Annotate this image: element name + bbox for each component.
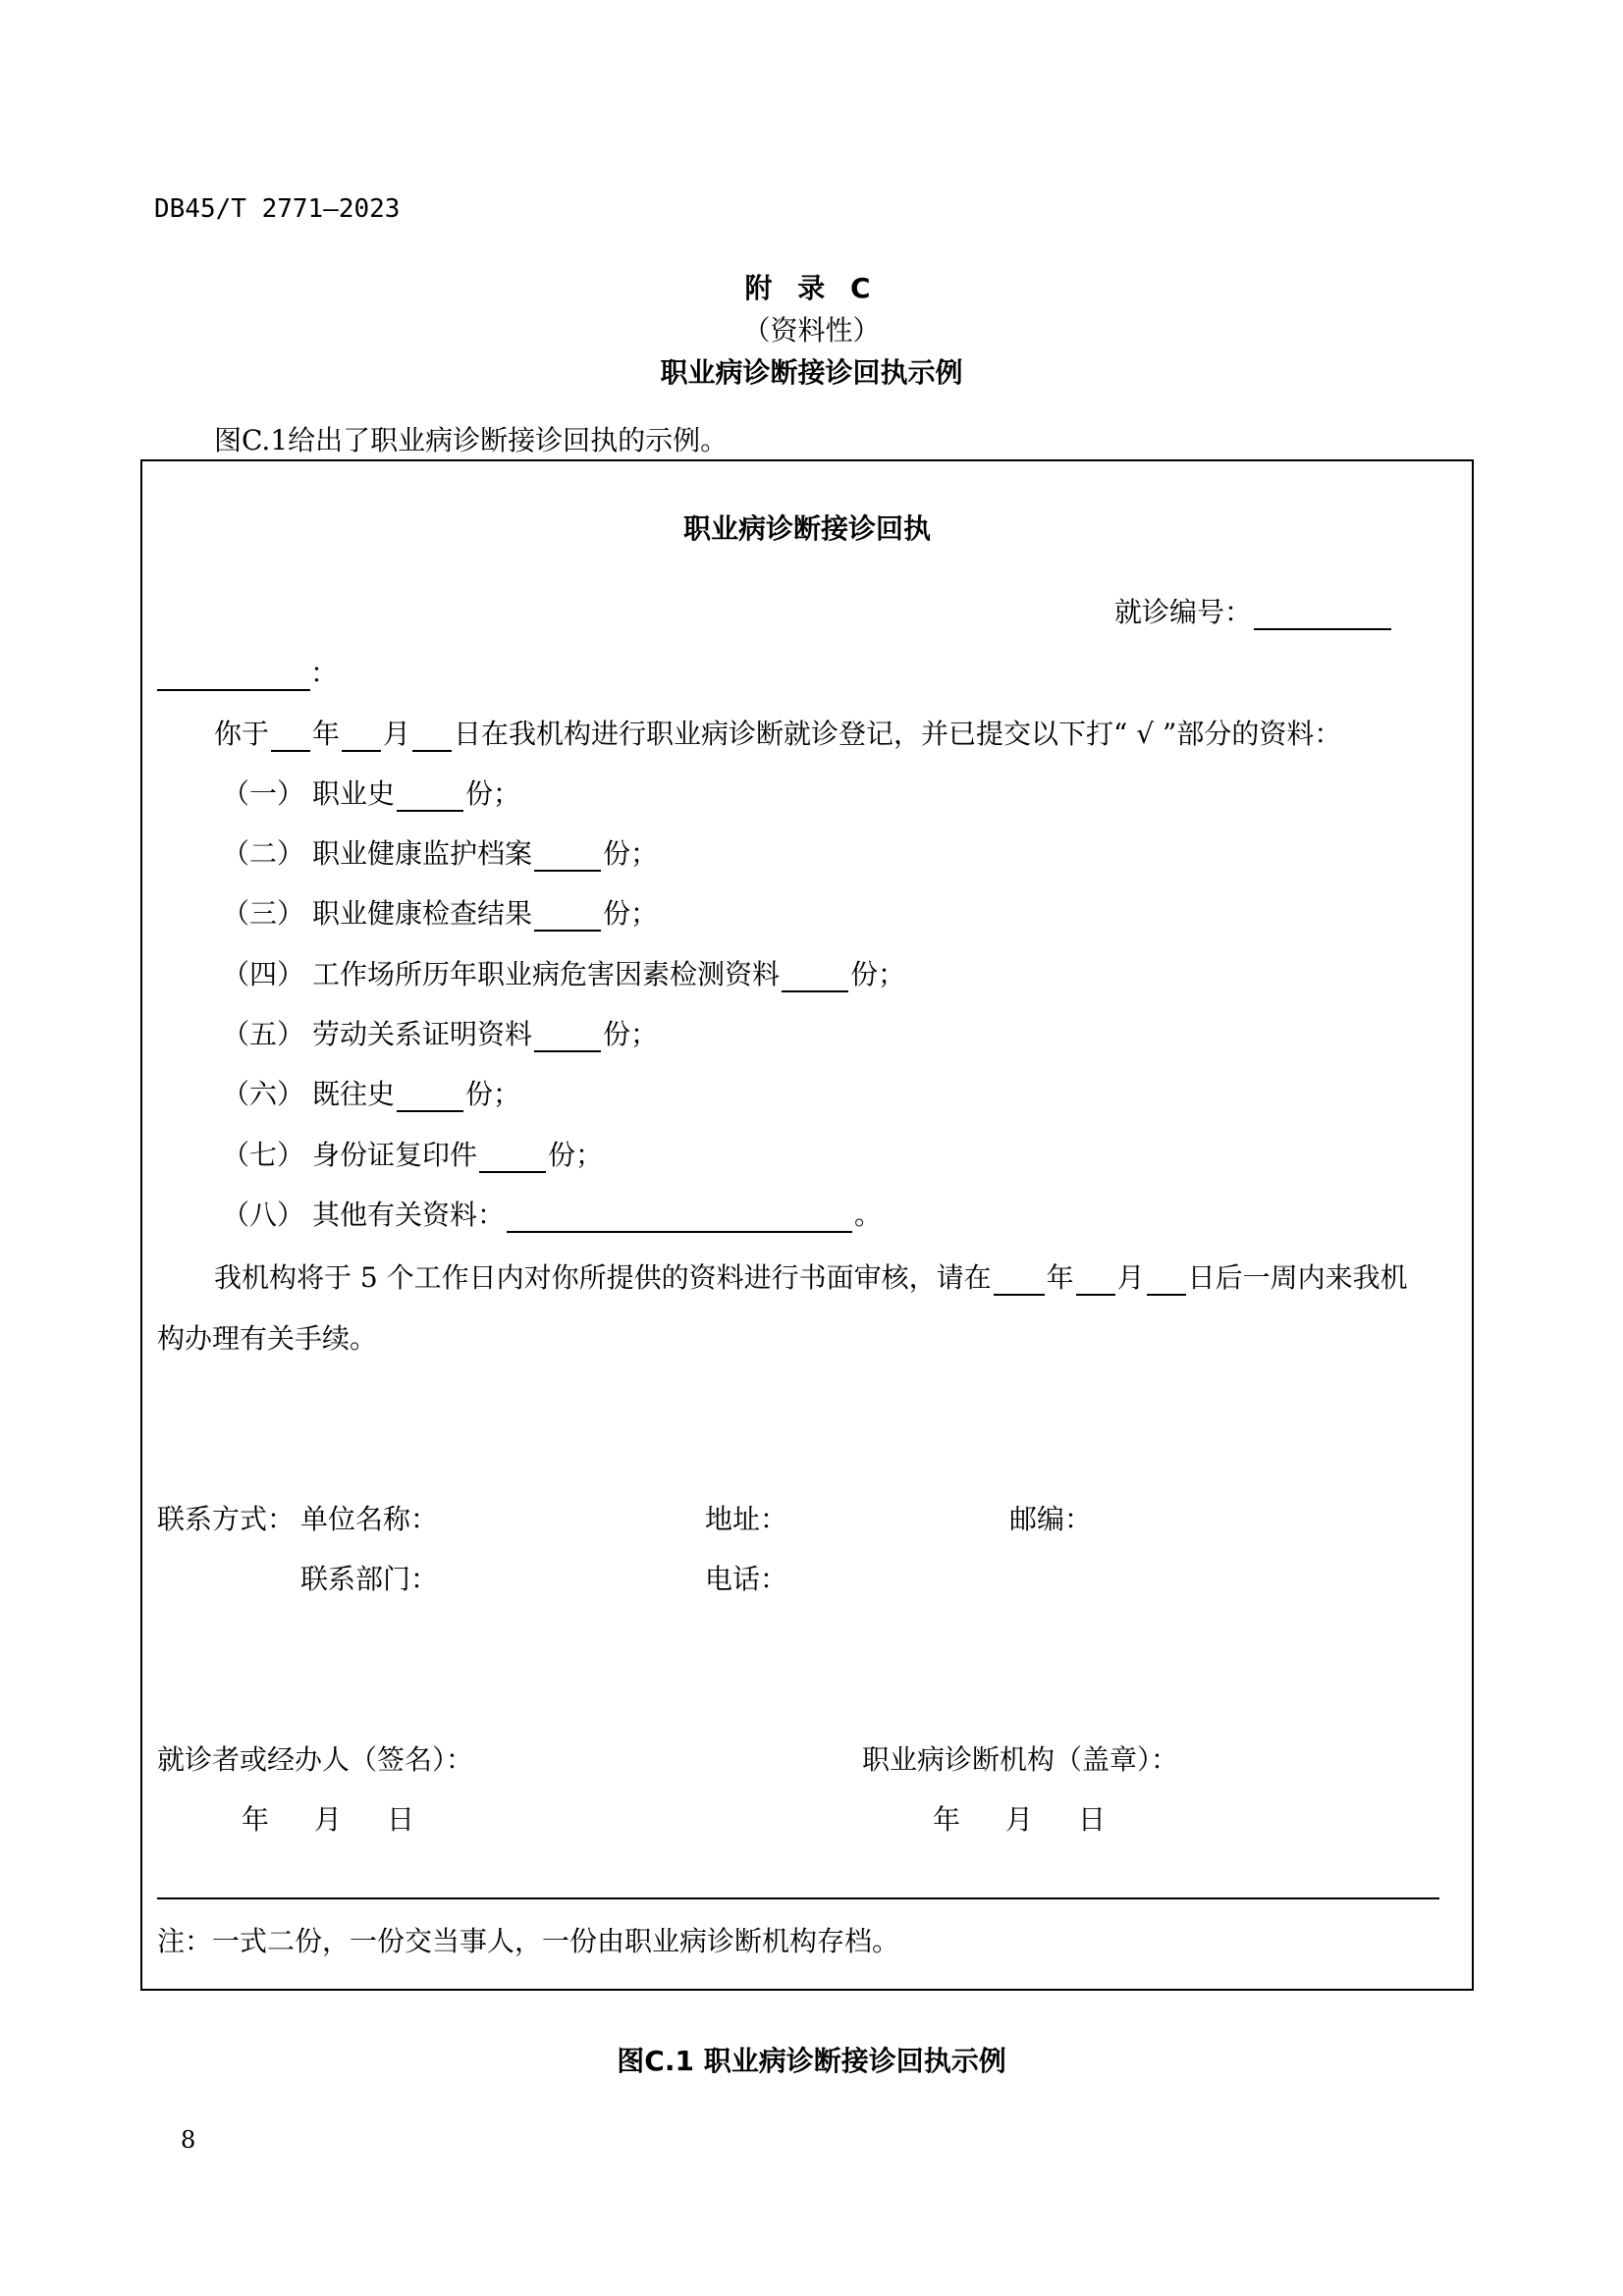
item-number: （五）: [222, 1018, 305, 1050]
para1-prefix: 你于: [214, 718, 270, 750]
item-label: 既往史: [312, 1078, 396, 1110]
addressee-blank[interactable]: [157, 660, 310, 691]
visit-number-label: 就诊编号：: [1114, 596, 1253, 628]
return-day-blank[interactable]: [1147, 1264, 1186, 1296]
item-number: （六）: [222, 1078, 305, 1110]
note-divider: [157, 1897, 1439, 1899]
item-label: 工作场所历年职业病危害因素检测资料: [312, 958, 781, 990]
reg-month-blank[interactable]: [342, 721, 381, 752]
document-code: DB45/T 2771—2023: [154, 194, 401, 224]
appendix-name: 职业病诊断接诊回执示例: [660, 356, 963, 389]
institution-date-day: 日: [1078, 1803, 1107, 1836]
page-number: 8: [181, 2126, 196, 2154]
item-number: （二）: [222, 837, 305, 870]
form-note: 注：一式二份，一份交当事人，一份由职业病诊断机构存档。: [157, 1925, 900, 1957]
list-item: [222, 892, 658, 932]
item-unit: 份；: [465, 1078, 521, 1110]
institution-date: [933, 1798, 1106, 1838]
item-count-blank[interactable]: [534, 840, 601, 872]
reg-day-blank[interactable]: [412, 721, 452, 752]
reg-year-blank[interactable]: [271, 721, 310, 752]
review-paragraph-line2: 构办理有关手续。: [157, 1322, 378, 1355]
patient-date: [242, 1798, 414, 1838]
item-number: （四）: [222, 958, 305, 990]
list-item: [222, 1013, 658, 1052]
list-item: [222, 1134, 603, 1173]
contact-dept: 联系部门：: [300, 1563, 439, 1595]
item-unit: 份；: [465, 777, 521, 810]
patient-signature-label: 就诊者或经办人（签名）：: [157, 1743, 474, 1776]
item-unit: 份；: [603, 1018, 659, 1050]
other-materials-blank[interactable]: [507, 1201, 852, 1233]
item-label: 职业健康监护档案: [312, 837, 533, 870]
contact-address: 地址：: [705, 1503, 788, 1535]
contact-postcode: 邮编：: [1009, 1503, 1093, 1535]
para1-year: 年: [312, 718, 341, 750]
visit-number-blank[interactable]: [1254, 599, 1391, 630]
item-end: 。: [854, 1199, 883, 1231]
registration-paragraph: [214, 713, 1341, 752]
para1-month: 月: [383, 718, 411, 750]
addressee-colon: ：: [310, 657, 339, 689]
item-count-blank[interactable]: [534, 900, 601, 932]
contact-label: 联系方式：: [157, 1503, 296, 1535]
institution-date-month: 月: [1005, 1803, 1034, 1836]
review-paragraph: [214, 1256, 1408, 1296]
item-label: 职业史: [312, 777, 396, 810]
item-unit: 份；: [603, 837, 659, 870]
list-item: [222, 773, 520, 812]
item-unit: 份；: [603, 897, 659, 930]
intro-text: 图C.1给出了职业病诊断接诊回执的示例。: [214, 424, 729, 456]
item-number: （一）: [222, 777, 305, 810]
patient-date-month: 月: [314, 1803, 343, 1836]
contact-phone: 电话：: [705, 1563, 788, 1595]
institution-seal-label: 职业病诊断机构（盖章）：: [862, 1743, 1179, 1776]
patient-date-year: 年: [242, 1803, 270, 1836]
contact-unit-name: 单位名称：: [300, 1503, 439, 1535]
appendix-title: 附 录 C: [744, 272, 879, 304]
para1-suffix: 日在我机构进行职业病诊断就诊登记，并已提交以下打“ √ ”部分的资料：: [454, 718, 1342, 750]
list-item: [222, 953, 905, 992]
item-number: （八）: [222, 1199, 305, 1231]
list-item: [222, 1073, 520, 1112]
return-month-blank[interactable]: [1076, 1264, 1115, 1296]
item-unit: 份；: [548, 1139, 604, 1171]
figure-caption: 图C.1 职业病诊断接诊回执示例: [617, 2045, 1006, 2077]
item-label: 其他有关资料：: [312, 1199, 506, 1231]
item-unit: 份；: [850, 958, 906, 990]
visit-number-row: [1114, 591, 1393, 630]
item-label: 职业健康检查结果: [312, 897, 533, 930]
return-year-blank[interactable]: [994, 1264, 1045, 1296]
item-count-blank[interactable]: [479, 1142, 546, 1173]
addressee-row: [157, 652, 338, 691]
patient-date-day: 日: [387, 1803, 415, 1836]
appendix-type: （资料性）: [742, 314, 881, 347]
item-label: 劳动关系证明资料: [312, 1018, 533, 1050]
para2-year: 年: [1046, 1261, 1074, 1294]
item-count-blank[interactable]: [397, 780, 463, 812]
item-number: （七）: [222, 1139, 305, 1171]
para2-suffix: 日后一周内来我机: [1187, 1261, 1408, 1294]
para2-month: 月: [1116, 1261, 1145, 1294]
item-count-blank[interactable]: [782, 961, 848, 992]
item-count-blank[interactable]: [534, 1021, 601, 1052]
item-label: 身份证复印件: [312, 1139, 478, 1171]
list-item: [222, 832, 658, 872]
item-count-blank[interactable]: [397, 1081, 463, 1112]
item-number: （三）: [222, 897, 305, 930]
list-item-other: [222, 1194, 882, 1233]
form-title: 职业病诊断接诊回执: [682, 512, 931, 545]
para2-prefix: 我机构将于 5 个工作日内对你所提供的资料进行书面审核，请在: [214, 1261, 992, 1294]
institution-date-year: 年: [933, 1803, 961, 1836]
